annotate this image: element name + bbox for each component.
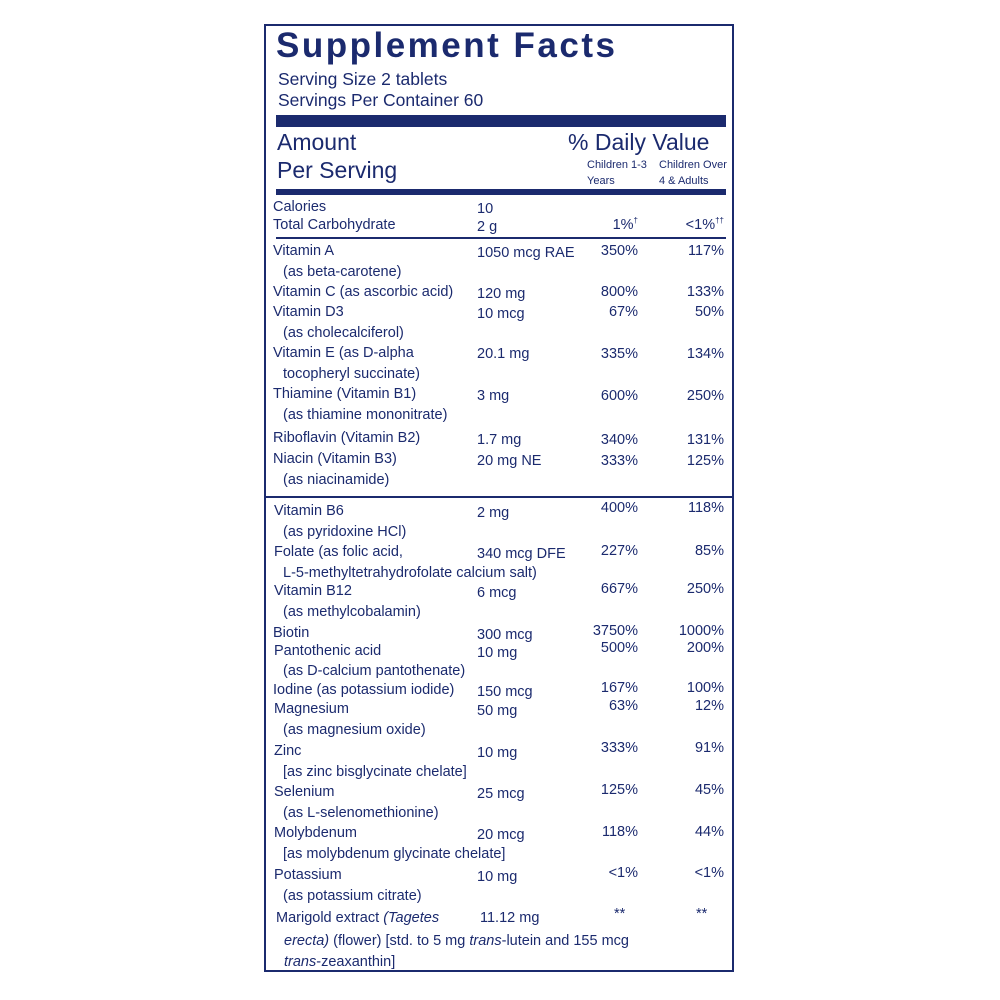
daily-value-col1: 800% [600, 284, 638, 300]
nutrient-name: Vitamin A [273, 243, 334, 259]
nutrient-source: (as pyridoxine HCl) [283, 524, 407, 540]
daily-value-col2: 45% [694, 782, 724, 798]
col2-heading-line1: Children Over [659, 159, 727, 171]
nutrient-amount: 3 mg [477, 388, 510, 404]
marigold-dv1: ** [614, 906, 626, 922]
nutrient-name: Molybdenum [274, 825, 358, 841]
daily-value-col2: 100% [686, 680, 724, 696]
nutrient-source: (as magnesium oxide) [283, 722, 426, 738]
daily-value-col2: <1% [694, 865, 724, 881]
nutrient-amount: 1050 mcg RAE [477, 245, 575, 261]
nutrient-amount: 20 mcg [477, 827, 525, 843]
nutrient-source: [as zinc bisglycinate chelate] [283, 764, 467, 780]
nutrient-name: Potassium [274, 867, 342, 883]
nutrient-amount: 340 mcg DFE [477, 546, 566, 562]
daily-value-col1: 600% [600, 388, 638, 404]
daily-value-col1: 227% [600, 543, 638, 559]
nutrient-amount: 20.1 mg [477, 346, 530, 362]
nutrient-amount: 2 mg [477, 505, 510, 521]
nutrient-name: Vitamin B12 [274, 583, 352, 599]
nutrient-amount: 10 mg [477, 645, 518, 661]
nutrient-amount: 25 mcg [477, 786, 525, 802]
nutrient-source: (as L-selenomethionine) [283, 805, 439, 821]
daily-value-col2: 133% [686, 284, 724, 300]
medium-rule [276, 189, 726, 195]
nutrient-source: (as methylcobalamin) [283, 604, 421, 620]
daily-value-col1: <1% [608, 865, 638, 881]
nutrient-amount: 150 mcg [477, 684, 533, 700]
daily-value-col2: 118% [687, 500, 724, 516]
nutrient-amount: 10 mg [477, 745, 518, 761]
daily-value-col2: 200% [686, 640, 724, 656]
nutrient-source: (as D-calcium pantothenate) [283, 663, 466, 679]
daily-value-col1: 500% [600, 640, 638, 656]
col1-heading-line1: Children 1-3 [587, 159, 647, 171]
nutrient-amount: 1.7 mg [477, 432, 522, 448]
nutrient-amount: 120 mg [477, 286, 526, 302]
daily-value-col1: 125% [600, 782, 638, 798]
nutrient-name: Vitamin D3 [273, 304, 344, 320]
nutrient-amount: 6 mcg [477, 585, 517, 601]
nutrient-name: Thiamine (Vitamin B1) [273, 386, 417, 402]
nutrient-amount: 10 mcg [477, 306, 525, 322]
daily-value-col1: 333% [600, 740, 638, 756]
marigold-detail-line2: trans-zeaxanthin] [284, 954, 396, 970]
col2-heading-line2: 4 & Adults [659, 175, 709, 187]
daily-value-col2: 117% [687, 243, 724, 259]
servings-per-container: Servings Per Container 60 [278, 90, 484, 110]
nutrient-source: (as cholecalciferol) [283, 325, 404, 341]
daily-value-col2: 125% [686, 453, 724, 469]
nutrient-source: L-5-methyltetrahydrofolate calcium salt) [283, 565, 537, 581]
daily-value-col2: 44% [694, 824, 724, 840]
marigold-name: Marigold extract (Tagetes [276, 910, 440, 926]
daily-value-col1: 340% [600, 432, 638, 448]
nutrient-name: Riboflavin (Vitamin B2) [273, 430, 421, 446]
nutrient-name: Magnesium [274, 701, 349, 717]
nutrient-amount: 10 [477, 201, 494, 217]
nutrient-amount: 300 mcg [477, 627, 533, 643]
daily-value-col2: 12% [694, 698, 724, 714]
nutrient-amount: 20 mg NE [477, 453, 542, 469]
nutrient-name: Pantothenic acid [274, 643, 382, 659]
nutrient-name: Total Carbohydrate [273, 217, 396, 233]
dagger-mark: † [633, 216, 638, 225]
amount-heading: Amount [277, 129, 357, 155]
daily-value-col1: 63% [608, 698, 638, 714]
daily-value-col2: 250% [686, 388, 724, 404]
nutrient-amount: 2 g [477, 219, 498, 235]
nutrient-amount: 50 mg [477, 703, 518, 719]
panel-title: Supplement Facts [276, 26, 618, 65]
nutrient-name: Vitamin C (as ascorbic acid) [273, 284, 454, 300]
daily-value-col2: 131% [686, 432, 724, 448]
nutrient-source: (as potassium citrate) [283, 888, 422, 904]
daily-value-col1: 67% [608, 304, 638, 320]
thick-rule [276, 115, 726, 127]
double-dagger-mark: †† [715, 216, 724, 225]
daily-value-col1: 350% [600, 243, 638, 259]
daily-value-col2: 91% [694, 740, 724, 756]
nutrient-name: Vitamin E (as D-alpha [273, 345, 414, 361]
daily-value-col2: 50% [694, 304, 724, 320]
nutrient-name: Iodine (as potassium iodide) [273, 682, 455, 698]
nutrient-source: tocopheryl succinate) [283, 366, 421, 382]
nutrient-source: (as niacinamide) [283, 472, 390, 488]
daily-value-col2: <1%†† [685, 216, 724, 233]
daily-value-col1: 400% [600, 500, 638, 516]
nutrient-name: Folate (as folic acid, [274, 544, 403, 560]
marigold-amount: 11.12 mg [480, 910, 540, 926]
daily-value-col2: 250% [686, 581, 724, 597]
nutrient-name: Niacin (Vitamin B3) [273, 451, 397, 467]
per-serving-heading: Per Serving [277, 157, 398, 183]
daily-value-col1: 333% [600, 453, 638, 469]
marigold-detail-line1: erecta) (flower) [std. to 5 mg trans-lutein and 155 mcg [284, 933, 629, 949]
daily-value-heading: % Daily Value [568, 129, 710, 155]
nutrient-name: Biotin [273, 625, 310, 641]
serving-size: Serving Size 2 tablets [278, 69, 448, 89]
daily-value-col2: 1000% [678, 623, 724, 639]
daily-value-col1: 3750% [592, 623, 638, 639]
section-divider [264, 496, 734, 498]
thin-rule [276, 237, 726, 239]
nutrient-amount: 10 mg [477, 869, 518, 885]
nutrient-name: Selenium [274, 784, 335, 800]
nutrient-name: Zinc [274, 743, 302, 759]
daily-value-col1: 335% [600, 346, 638, 362]
nutrient-name: Calories [273, 199, 327, 215]
daily-value-col1: 1%† [612, 216, 638, 233]
nutrient-name: Vitamin B6 [274, 503, 344, 519]
daily-value-col2: 134% [686, 346, 724, 362]
marigold-dv2: ** [696, 906, 708, 922]
nutrient-source: [as molybdenum glycinate chelate] [283, 846, 506, 862]
nutrient-source: (as beta-carotene) [283, 264, 402, 280]
nutrient-source: (as thiamine mononitrate) [283, 407, 448, 423]
col1-heading-line2: Years [587, 175, 615, 187]
daily-value-col2: 85% [694, 543, 724, 559]
daily-value-col1: 667% [600, 581, 638, 597]
daily-value-col1: 167% [600, 680, 638, 696]
daily-value-col1: 118% [601, 824, 638, 840]
